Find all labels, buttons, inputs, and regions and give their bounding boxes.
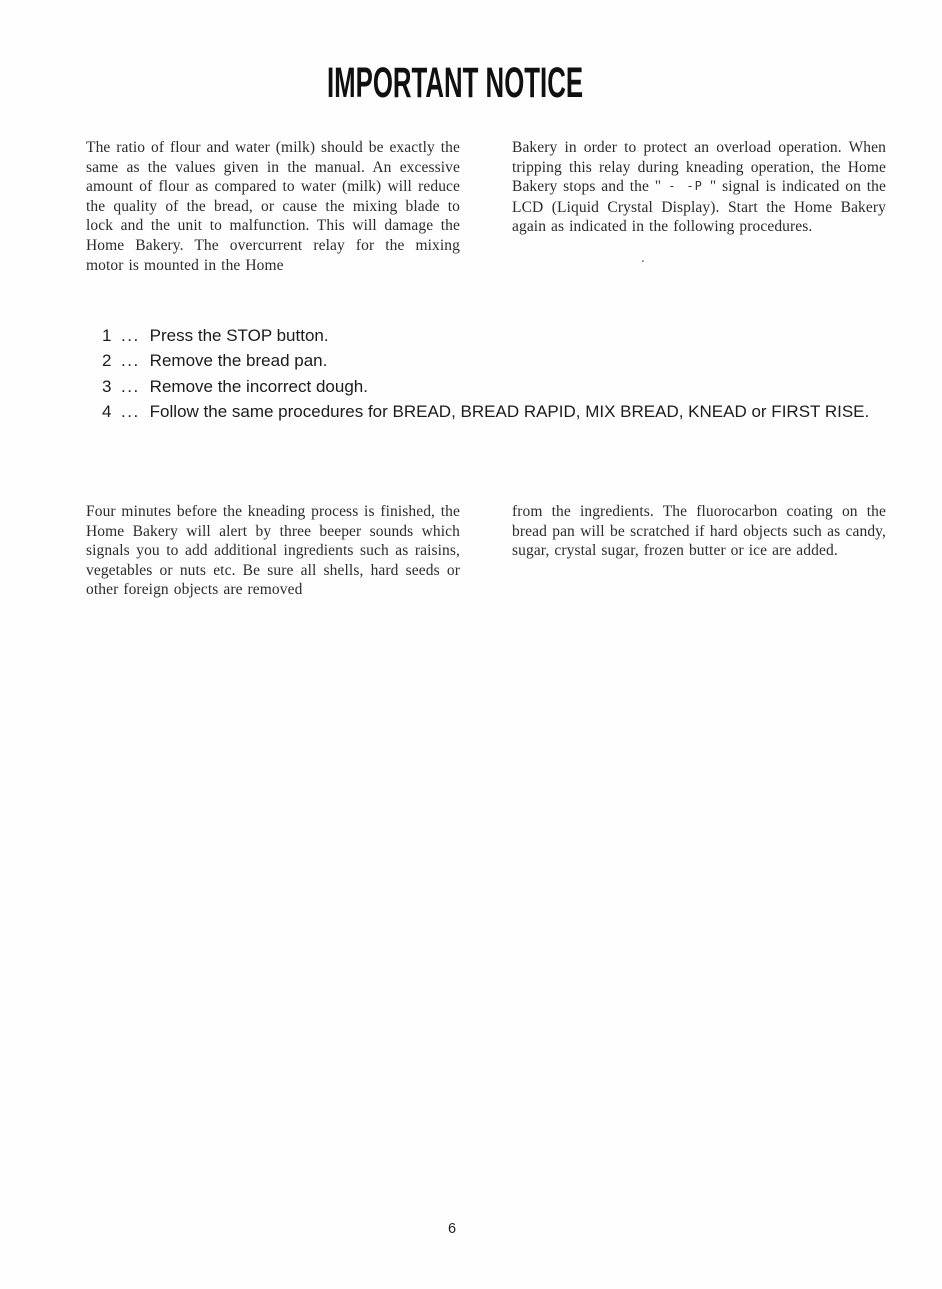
step-separator: ... bbox=[121, 401, 140, 421]
procedure-step bbox=[102, 323, 869, 348]
procedure-step bbox=[102, 348, 869, 373]
notes-section bbox=[86, 502, 887, 600]
lcd-signal-code: - -P bbox=[668, 178, 703, 193]
step-separator: ... bbox=[121, 376, 140, 396]
intro-section bbox=[86, 138, 887, 275]
step-number: 4 bbox=[102, 401, 112, 421]
step-text: Remove the incorrect dough. bbox=[149, 376, 368, 396]
intro-right-column bbox=[512, 138, 886, 275]
step-number: 1 bbox=[102, 326, 112, 345]
step-number: 2 bbox=[102, 351, 112, 371]
step-text: Press the STOP button. bbox=[149, 326, 329, 345]
step-text: Follow the same procedures for BREAD, BREAD RAPID, MIX BREAD, KNEAD or FIRST RISE. bbox=[149, 401, 870, 421]
notes-left-column: Four minutes before the kneading process is finished, the Home Bakery will alert by three beeper sounds which signals you to add additional ingredients such as raisins, vegetables or nuts etc. Be sure all shells, hard seeds or other foreign objects are removed bbox=[86, 503, 460, 599]
step-separator: ... bbox=[121, 326, 140, 345]
procedure-list bbox=[102, 323, 869, 424]
procedure-step bbox=[102, 374, 869, 399]
intro-left-column: The ratio of flour and water (milk) should be exactly the same as the values given in the manual. An excessive amount of flour as compared to water (milk) will reduce the quality of the bread, or cause the mixing blade to lock and the unit to malfunction. This will damage the Home Bakery. The overcurrent relay for the mixing motor is mounted in the Home bbox=[86, 139, 460, 274]
page-number: 6 bbox=[447, 1221, 457, 1237]
page-title: IMPORTANT NOTICE bbox=[326, 59, 584, 107]
notes-right-column: from the ingredients. The fluorocarbon coating on the bread pan will be scratched if hard objects such as candy, sugar, crystal sugar, frozen butter or ice are added. bbox=[512, 503, 886, 560]
step-separator: ... bbox=[121, 351, 140, 371]
step-number: 3 bbox=[102, 376, 112, 396]
step-text: Remove the bread pan. bbox=[149, 351, 328, 371]
scan-artifact-dot: . bbox=[641, 250, 645, 266]
procedure-step bbox=[102, 399, 869, 424]
intro-right-text-after: " signal is indicated on the LCD (Liquid Crystal Display). Start the Home Bakery again as indicated in the following procedures. bbox=[512, 178, 886, 236]
intro-right-text-before: Bakery in order to protect an overload operation. When tripping this relay during kneading operation, the Home Bakery stops and the " bbox=[512, 139, 886, 196]
